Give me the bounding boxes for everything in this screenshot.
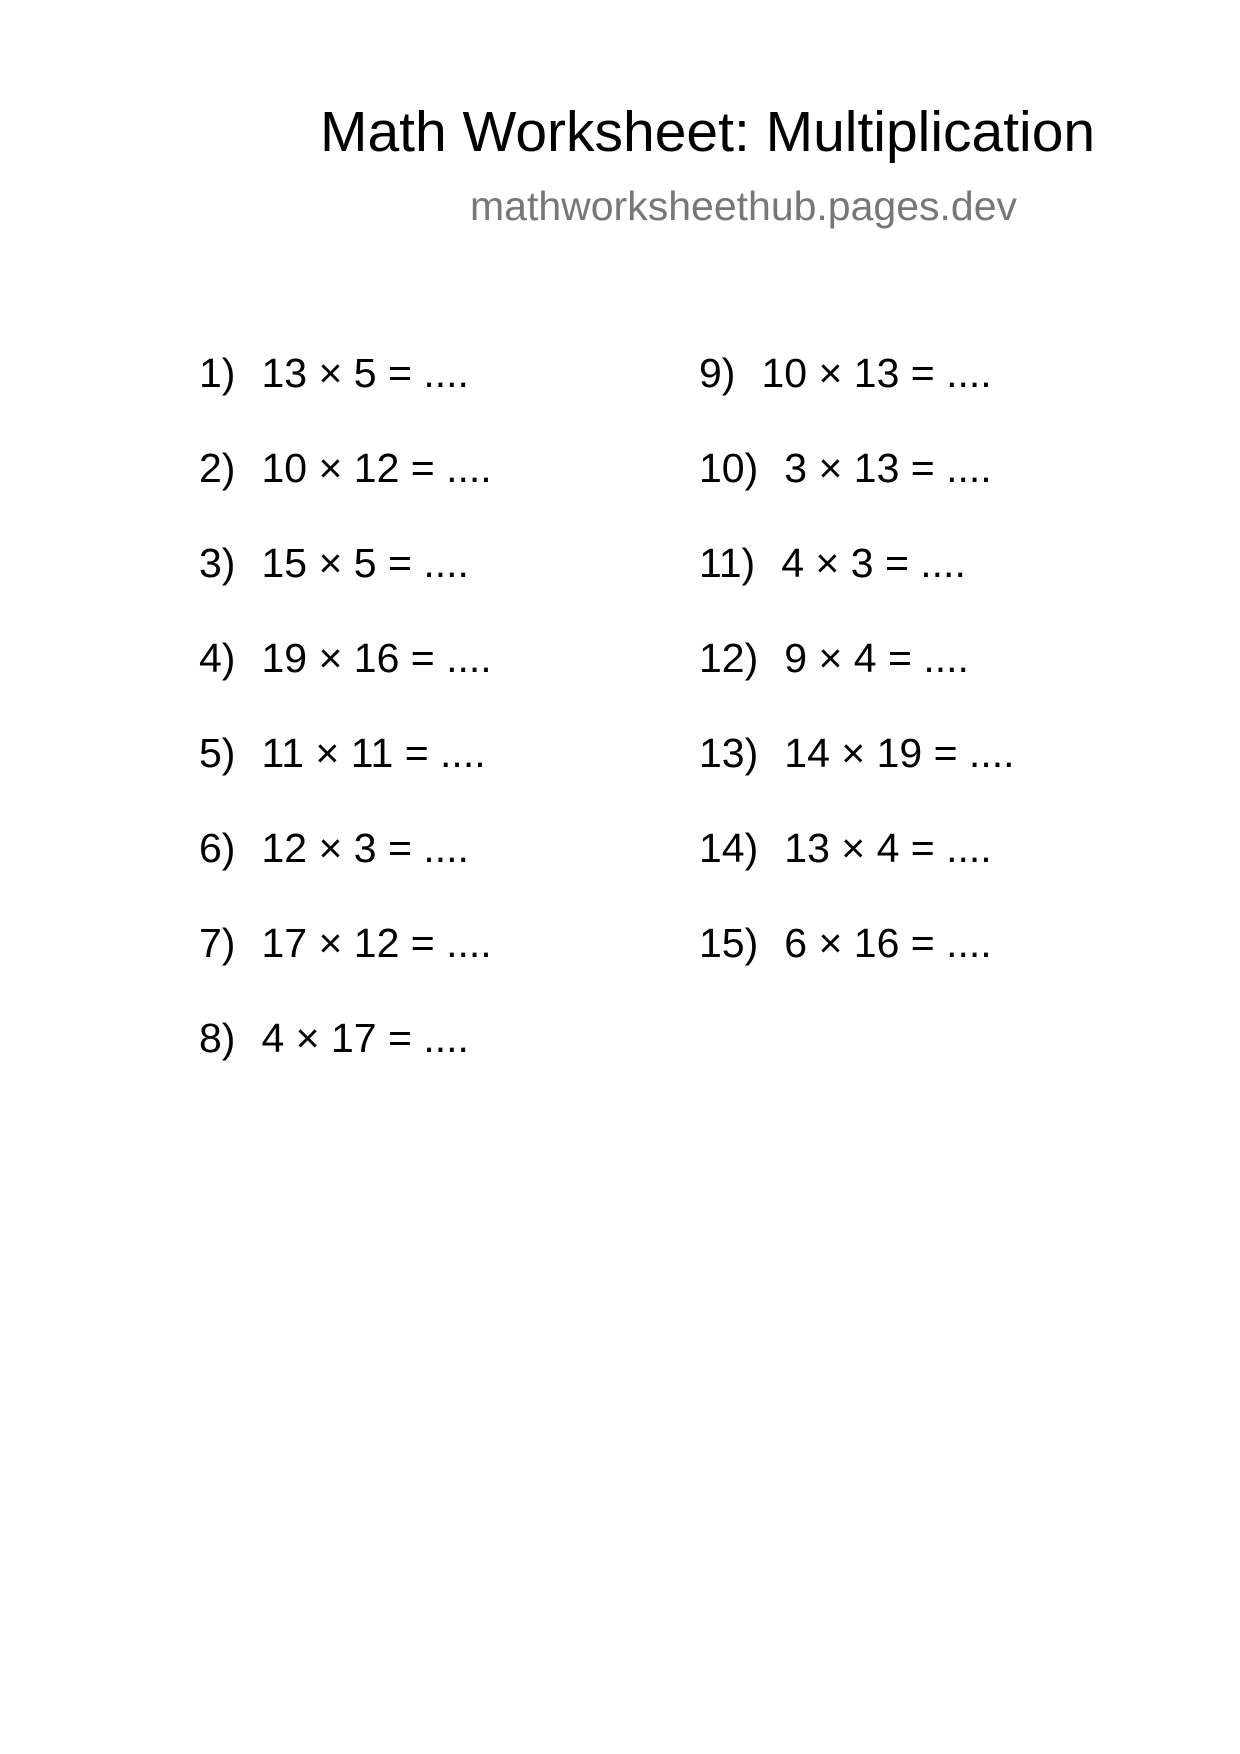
problem-item bbox=[199, 442, 492, 537]
problem-number: 4) bbox=[199, 635, 236, 681]
problem-number: 7) bbox=[199, 920, 236, 966]
page-title: Math Worksheet: Multiplication bbox=[320, 100, 1096, 164]
problem-item bbox=[699, 727, 1015, 822]
problem-expression: 15 × 5 = .... bbox=[261, 540, 469, 586]
problem-list-right bbox=[699, 347, 1015, 1012]
problem-expression: 13 × 5 = .... bbox=[261, 350, 469, 396]
problem-expression: 10 × 12 = .... bbox=[261, 445, 492, 491]
problem-expression: 12 × 3 = .... bbox=[261, 825, 469, 871]
problem-expression: 14 × 19 = .... bbox=[784, 730, 1015, 776]
problem-expression: 9 × 4 = .... bbox=[784, 635, 969, 681]
problem-number: 8) bbox=[199, 1015, 236, 1061]
problem-item bbox=[199, 632, 492, 727]
problem-number: 13) bbox=[699, 730, 759, 776]
problem-item bbox=[699, 442, 1015, 537]
problem-item bbox=[199, 1012, 492, 1107]
problem-expression: 3 × 13 = .... bbox=[784, 445, 992, 491]
problem-item bbox=[699, 822, 1015, 917]
problem-item bbox=[699, 347, 1015, 442]
problem-list-left bbox=[199, 347, 492, 1107]
problem-item bbox=[199, 822, 492, 917]
problem-item bbox=[199, 537, 492, 632]
problem-expression: 13 × 4 = .... bbox=[784, 825, 992, 871]
problem-number: 5) bbox=[199, 730, 236, 776]
problem-item bbox=[199, 917, 492, 1012]
problem-number: 6) bbox=[199, 825, 236, 871]
problem-number: 11) bbox=[699, 540, 756, 586]
problem-expression: 19 × 16 = .... bbox=[261, 635, 492, 681]
problem-expression: 17 × 12 = .... bbox=[261, 920, 492, 966]
problem-item bbox=[199, 347, 492, 442]
problem-item bbox=[699, 537, 1015, 632]
problem-item bbox=[699, 917, 1015, 1012]
problem-expression: 4 × 17 = .... bbox=[261, 1015, 469, 1061]
problem-expression: 10 × 13 = .... bbox=[761, 350, 992, 396]
problem-expression: 11 × 11 = .... bbox=[261, 730, 486, 776]
problem-item bbox=[699, 632, 1015, 727]
problem-number: 2) bbox=[199, 445, 236, 491]
problem-number: 12) bbox=[699, 635, 759, 681]
problem-number: 10) bbox=[699, 445, 759, 491]
problem-number: 1) bbox=[199, 350, 236, 396]
problem-number: 3) bbox=[199, 540, 236, 586]
problem-number: 9) bbox=[699, 350, 736, 396]
problem-number: 15) bbox=[699, 920, 759, 966]
problem-item bbox=[199, 727, 492, 822]
problem-expression: 6 × 16 = .... bbox=[784, 920, 992, 966]
page-subtitle: mathworksheethub.pages.dev bbox=[470, 183, 1018, 229]
problem-expression: 4 × 3 = .... bbox=[781, 540, 966, 586]
problem-number: 14) bbox=[699, 825, 759, 871]
